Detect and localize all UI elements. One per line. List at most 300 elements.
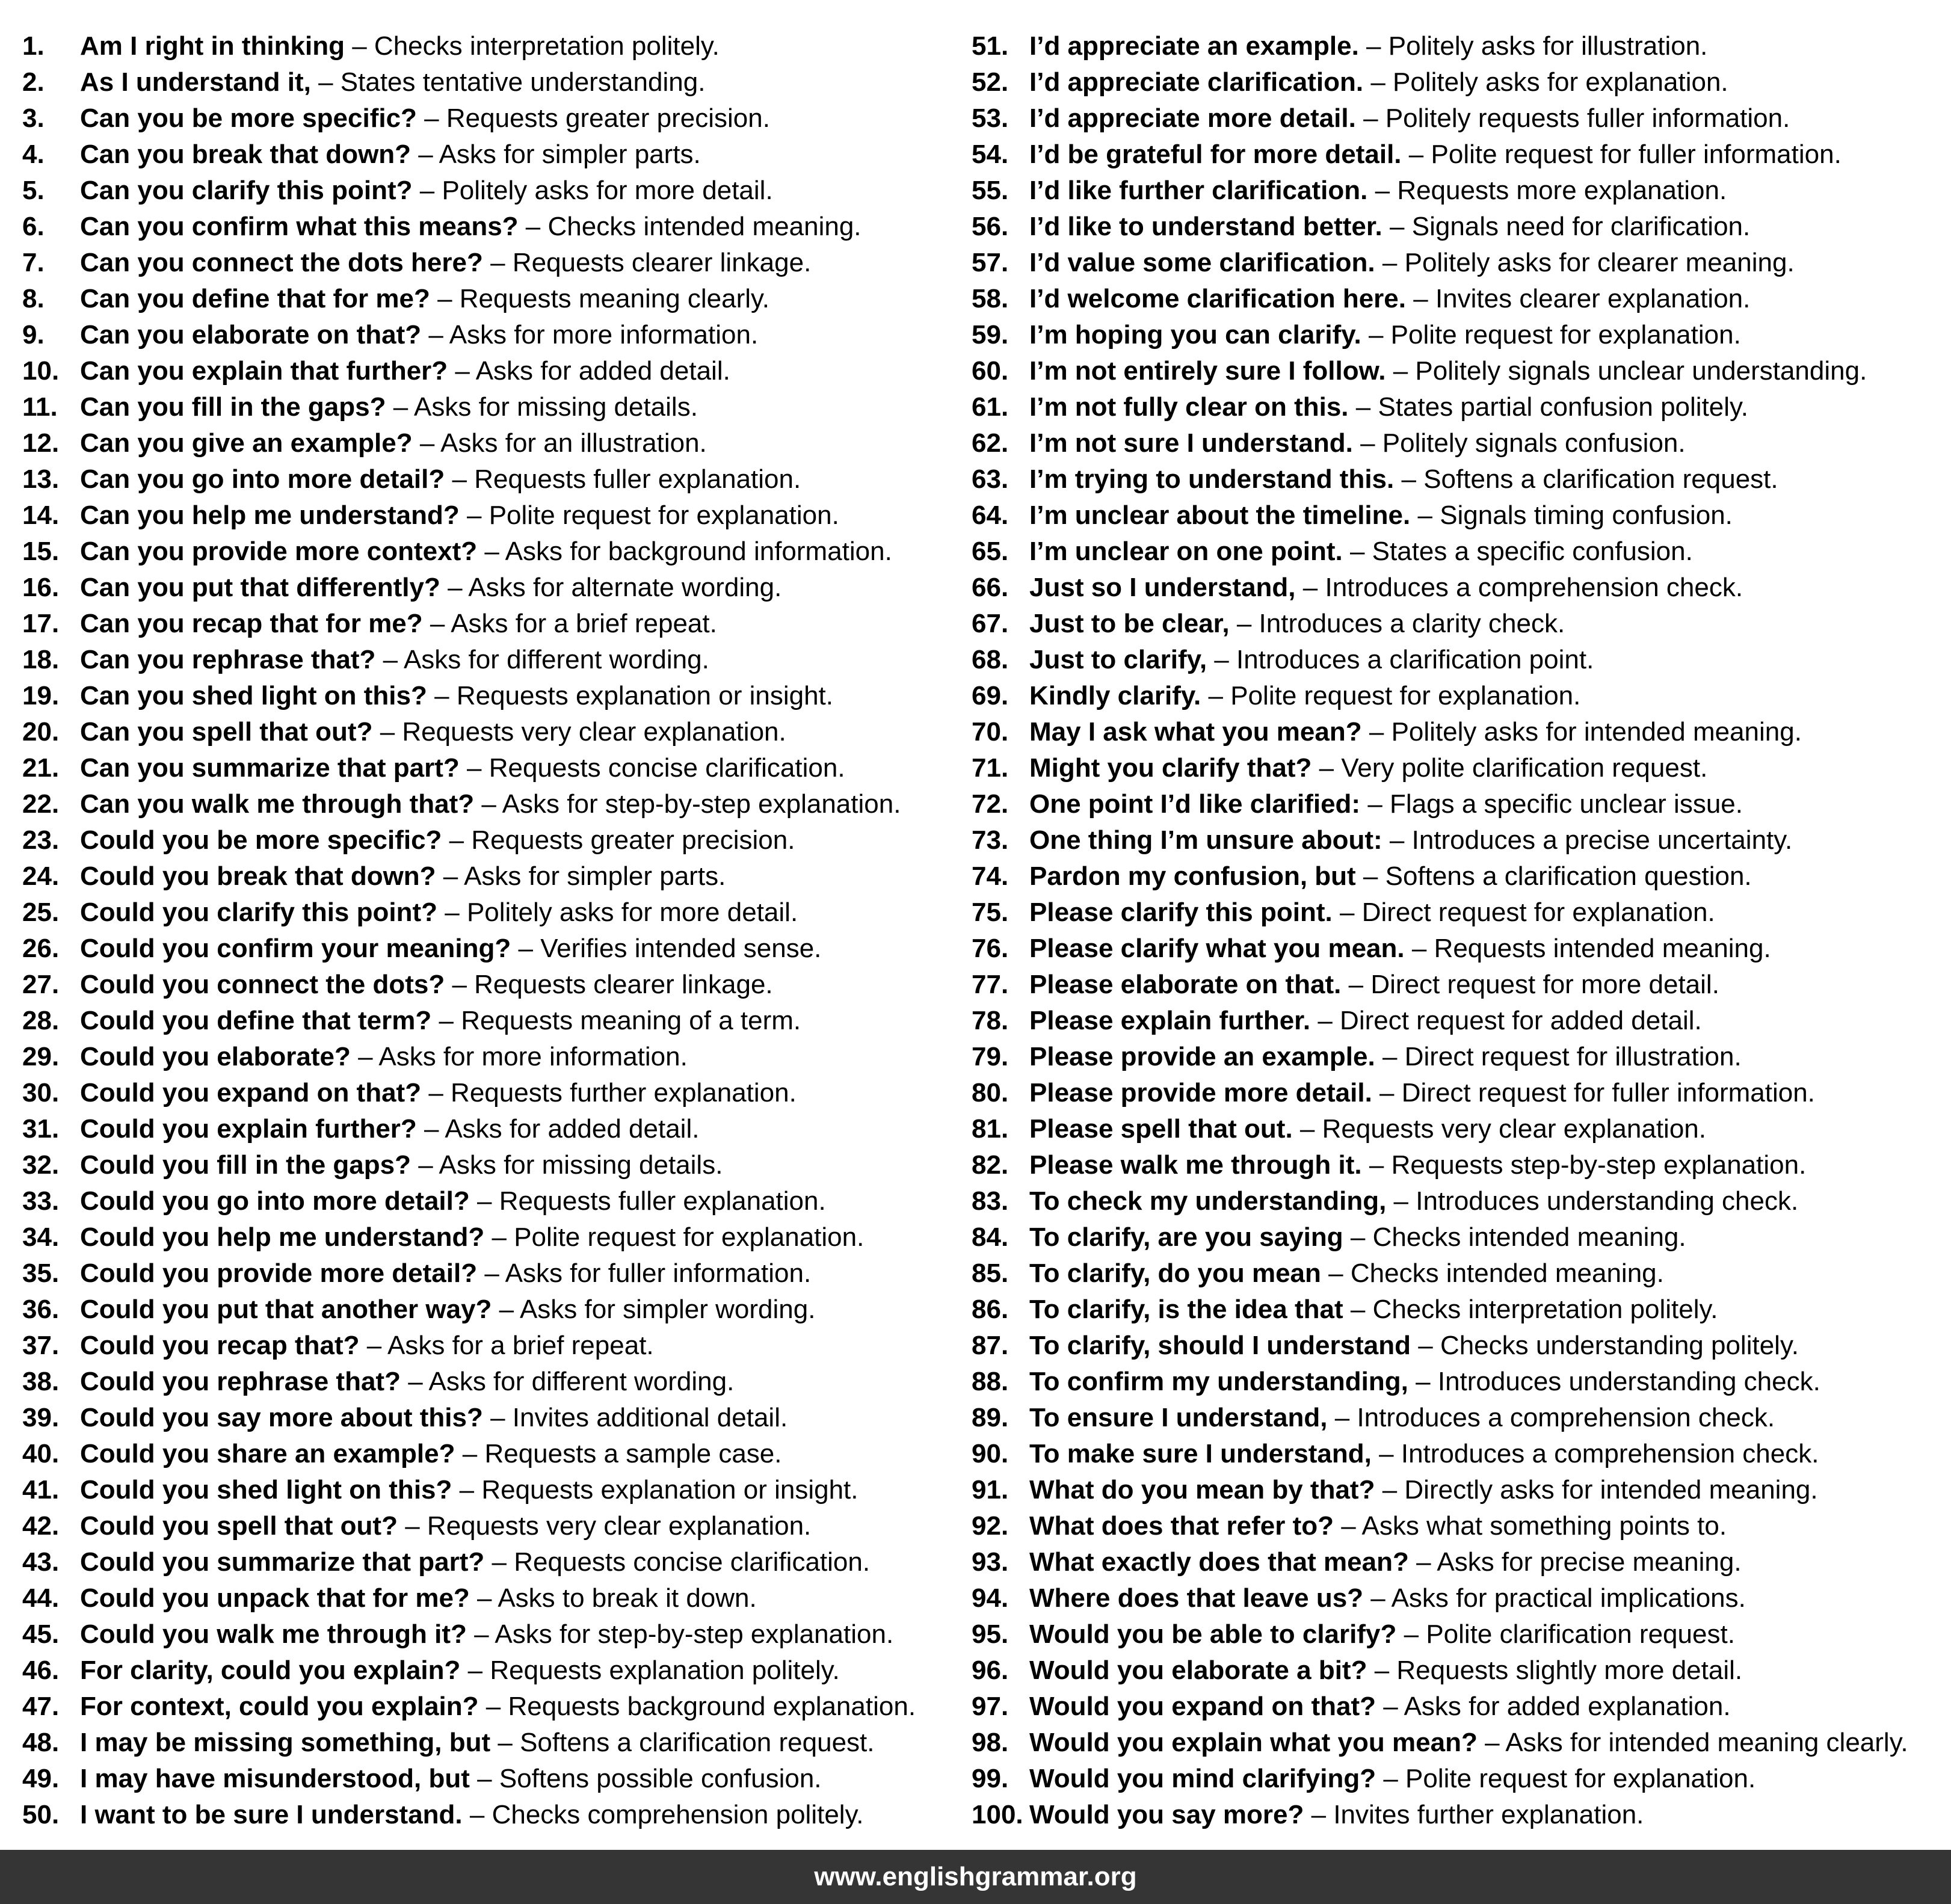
item-entry [1029, 1147, 1806, 1183]
item-description: Requests intended meaning. [1434, 934, 1771, 963]
item-description: Asks for missing details. [439, 1150, 723, 1180]
item-entry [80, 967, 773, 1003]
item-separator: – [498, 1728, 513, 1757]
item-entry [80, 1219, 864, 1255]
item-description: Politely asks for more detail. [466, 898, 798, 927]
item-description: Requests very clear explanation. [402, 717, 786, 747]
item-entry [1029, 425, 1686, 461]
item-phrase: Could you rephrase that? [80, 1367, 401, 1396]
item-separator: – [1341, 1511, 1356, 1541]
item-number: 17. [22, 609, 60, 638]
item-phrase: Could you shed light on this? [80, 1475, 452, 1505]
item-phrase: Can you provide more context? [80, 537, 478, 566]
item-separator: – [445, 898, 460, 927]
item-phrase: To clarify, is the idea that [1029, 1295, 1343, 1324]
item-number: 63. [972, 464, 1009, 494]
item-phrase: Can you spell that out? [80, 717, 373, 747]
item-description: States tentative understanding. [340, 67, 706, 97]
item-number: 31. [22, 1114, 60, 1144]
item-separator: – [408, 1367, 423, 1396]
item-separator: – [1302, 573, 1318, 602]
item-entry [1029, 100, 1790, 137]
item-number: 45. [22, 1619, 60, 1649]
item-entry [80, 1616, 893, 1653]
item-phrase: Would you be able to clarify? [1029, 1619, 1397, 1649]
item-phrase: I’d be grateful for more detail. [1029, 140, 1402, 169]
item-separator: – [1366, 31, 1381, 61]
item-number: 43. [22, 1547, 60, 1577]
item-number: 41. [22, 1475, 60, 1505]
item-phrase: Could you fill in the gaps? [80, 1150, 411, 1180]
item-number: 44. [22, 1583, 60, 1613]
item-description: Direct request for added detail. [1340, 1006, 1702, 1035]
item-number: 6. [22, 212, 45, 241]
item-separator: – [1408, 140, 1424, 169]
item-number: 71. [972, 753, 1009, 783]
item-description: Requests clearer linkage. [474, 970, 773, 999]
item-entry [1029, 570, 1743, 606]
item-description: Asks for a brief repeat. [451, 609, 717, 638]
item-description: Very polite clarification request. [1341, 753, 1708, 783]
item-number: 2. [22, 67, 45, 97]
item-phrase: For context, could you explain? [80, 1692, 479, 1721]
item-description: Introduces understanding check. [1416, 1186, 1799, 1216]
item-description: Requests further explanation. [451, 1078, 797, 1108]
item-separator: – [492, 1547, 507, 1577]
item-separator: – [1393, 356, 1408, 386]
item-entry [1029, 173, 1727, 209]
item-number: 24. [22, 861, 60, 891]
item-entry [1029, 1797, 1644, 1833]
item-separator: – [1348, 970, 1364, 999]
item-number: 69. [972, 681, 1009, 710]
item-entry [1029, 1219, 1686, 1255]
item-phrase: Where does that leave us? [1029, 1583, 1364, 1613]
item-number: 90. [972, 1439, 1009, 1468]
item-phrase: I want to be sure I understand. [80, 1800, 463, 1829]
item-number: 86. [972, 1295, 1009, 1324]
item-number: 97. [972, 1692, 1009, 1721]
item-separator: – [1370, 67, 1385, 97]
item-phrase: Can you rephrase that? [80, 645, 376, 674]
item-phrase: Can you help me understand? [80, 501, 460, 530]
item-separator: – [383, 645, 398, 674]
item-phrase: I’m not sure I understand. [1029, 428, 1353, 458]
item-phrase: Would you expand on that? [1029, 1692, 1376, 1721]
item-phrase: One thing I’m unsure about: [1029, 825, 1382, 855]
item-description: Direct request for explanation. [1361, 898, 1715, 927]
item-description: Requests explanation or insight. [456, 681, 834, 710]
item-separator: – [1418, 1331, 1433, 1360]
item-phrase: I’m not fully clear on this. [1029, 392, 1349, 422]
item-number: 18. [22, 645, 60, 674]
item-phrase: Could you help me understand? [80, 1222, 485, 1252]
item-phrase: Could you spell that out? [80, 1511, 398, 1541]
item-description: Signals need for clarification. [1411, 212, 1751, 241]
item-number: 84. [972, 1222, 1009, 1252]
item-separator: – [449, 825, 464, 855]
item-phrase: I’m unclear about the timeline. [1029, 501, 1411, 530]
item-separator: – [1360, 428, 1375, 458]
item-description: Asks for fuller information. [505, 1259, 812, 1288]
item-separator: – [525, 212, 541, 241]
item-entry [1029, 967, 1719, 1003]
item-phrase: Could you put that another way? [80, 1295, 492, 1324]
item-separator: – [477, 1764, 492, 1793]
item-description: Asks for precise meaning. [1437, 1547, 1742, 1577]
item-number: 19. [22, 681, 60, 710]
item-phrase: What does that refer to? [1029, 1511, 1334, 1541]
item-number: 74. [972, 861, 1009, 891]
item-phrase: Could you explain further? [80, 1114, 417, 1144]
item-separator: – [1382, 1042, 1398, 1071]
item-number: 7. [22, 248, 45, 277]
item-phrase: May I ask what you mean? [1029, 717, 1362, 747]
item-phrase: I’m unclear on one point. [1029, 537, 1343, 566]
item-entry [80, 137, 701, 173]
item-separator: – [1374, 1656, 1390, 1685]
item-phrase: Could you expand on that? [80, 1078, 422, 1108]
item-number: 39. [22, 1403, 60, 1432]
item-number: 26. [22, 934, 60, 963]
item-description: Asks for added explanation. [1404, 1692, 1731, 1721]
item-number: 22. [22, 789, 60, 819]
item-separator: – [455, 356, 470, 386]
item-phrase: Please provide an example. [1029, 1042, 1375, 1071]
item-description: Politely signals unclear understanding. [1415, 356, 1867, 386]
item-phrase: Would you say more? [1029, 1800, 1304, 1829]
item-description: Directly asks for intended meaning. [1404, 1475, 1818, 1505]
item-number: 54. [972, 140, 1009, 169]
item-entry [80, 100, 770, 137]
item-entry [80, 786, 901, 822]
item-phrase: Could you be more specific? [80, 825, 442, 855]
item-description: Asks for added detail. [475, 356, 730, 386]
item-description: Requests a sample case. [484, 1439, 782, 1468]
item-separator: – [477, 1186, 492, 1216]
item-entry [80, 570, 781, 606]
item-phrase: Might you clarify that? [1029, 753, 1312, 783]
item-entry [80, 317, 758, 353]
item-entry [1029, 1616, 1735, 1653]
item-number: 87. [972, 1331, 1009, 1360]
item-description: Introduces a comprehension check. [1357, 1403, 1775, 1432]
item-description: Politely asks for clearer meaning. [1404, 248, 1795, 277]
item-separator: – [1328, 1259, 1343, 1288]
item-phrase: I’d like to understand better. [1029, 212, 1382, 241]
item-number: 88. [972, 1367, 1009, 1396]
item-description: Checks interpretation politely. [1372, 1295, 1718, 1324]
item-separator: – [448, 573, 463, 602]
item-separator: – [1383, 1692, 1398, 1721]
item-number: 98. [972, 1728, 1009, 1757]
item-number: 65. [972, 537, 1009, 566]
item-phrase: I’d welcome clarification here. [1029, 284, 1406, 313]
item-number: 70. [972, 717, 1009, 747]
item-entry [80, 1400, 787, 1436]
item-separator: – [1382, 1475, 1398, 1505]
item-number: 68. [972, 645, 1009, 674]
item-number: 67. [972, 609, 1009, 638]
item-entry [1029, 1328, 1799, 1364]
item-description: Politely asks for explanation. [1393, 67, 1728, 97]
item-phrase: Would you mind clarifying? [1029, 1764, 1376, 1793]
item-phrase: Would you elaborate a bit? [1029, 1656, 1367, 1685]
item-separator: – [430, 609, 445, 638]
item-number: 80. [972, 1078, 1009, 1108]
item-number: 49. [22, 1764, 60, 1793]
item-description: Softens possible confusion. [499, 1764, 822, 1793]
item-phrase: Can you clarify this point? [80, 176, 413, 205]
item-entry [1029, 137, 1842, 173]
item-description: Direct request for illustration. [1404, 1042, 1742, 1071]
item-entry [80, 931, 821, 967]
item-description: Polite request for explanation. [1405, 1764, 1756, 1793]
item-phrase: Can you go into more detail? [80, 464, 445, 494]
item-description: Requests greater precision. [471, 825, 795, 855]
item-separator: – [499, 1295, 514, 1324]
item-separator: – [484, 537, 499, 566]
item-separator: – [518, 934, 533, 963]
item-number: 73. [972, 825, 1009, 855]
item-number: 48. [22, 1728, 60, 1757]
item-number: 94. [972, 1583, 1009, 1613]
item-number: 34. [22, 1222, 60, 1252]
item-description: Softens a clarification request. [1423, 464, 1778, 494]
item-phrase: Please walk me through it. [1029, 1150, 1362, 1180]
item-separator: – [419, 176, 435, 205]
item-description: Verifies intended sense. [540, 934, 822, 963]
item-phrase: For clarity, could you explain? [80, 1656, 461, 1685]
item-number: 78. [972, 1006, 1009, 1035]
item-separator: – [358, 1042, 373, 1071]
item-phrase: One point I’d like clarified: [1029, 789, 1361, 819]
item-phrase: Could you elaborate? [80, 1042, 351, 1071]
item-phrase: Can you shed light on this? [80, 681, 427, 710]
item-entry [80, 1183, 826, 1219]
item-separator: – [1417, 501, 1432, 530]
item-description: Checks understanding politely. [1440, 1331, 1799, 1360]
item-separator: – [484, 1259, 499, 1288]
item-entry [1029, 1183, 1798, 1219]
item-number: 35. [22, 1259, 60, 1288]
item-number: 52. [972, 67, 1009, 97]
item-phrase: Can you be more specific? [80, 103, 417, 133]
item-entry [80, 461, 801, 498]
item-separator: – [439, 1006, 454, 1035]
item-entry [1029, 353, 1867, 389]
item-separator: – [1401, 464, 1416, 494]
item-separator: – [462, 1439, 478, 1468]
item-separator: – [490, 1403, 505, 1432]
item-phrase: I’d like further clarification. [1029, 176, 1368, 205]
item-entry [80, 858, 726, 895]
item-separator: – [1383, 1764, 1398, 1793]
item-phrase: Can you define that for me? [80, 284, 430, 313]
item-entry [80, 1544, 870, 1580]
item-description: Asks for simpler wording. [519, 1295, 816, 1324]
item-entry [80, 1075, 797, 1111]
item-description: Requests fuller explanation. [499, 1186, 826, 1216]
item-entry [1029, 750, 1707, 786]
item-number: 1. [22, 31, 45, 61]
item-number: 72. [972, 789, 1009, 819]
item-number: 10. [22, 356, 60, 386]
item-description: Asks for more information. [378, 1042, 688, 1071]
item-number: 14. [22, 501, 60, 530]
item-number: 96. [972, 1656, 1009, 1685]
item-phrase: I’d appreciate clarification. [1029, 67, 1364, 97]
item-description: Signals timing confusion. [1440, 501, 1733, 530]
item-description: Requests very clear explanation. [427, 1511, 812, 1541]
item-entry [80, 1003, 801, 1039]
item-entry [80, 1725, 875, 1761]
item-number: 30. [22, 1078, 60, 1108]
item-description: Asks for more information. [449, 320, 759, 350]
item-separator: – [1311, 1800, 1327, 1829]
item-separator: – [1349, 537, 1365, 566]
item-number: 15. [22, 537, 60, 566]
item-number: 82. [972, 1150, 1009, 1180]
item-number: 92. [972, 1511, 1009, 1541]
item-phrase: Could you say more about this? [80, 1403, 483, 1432]
item-separator: – [1214, 645, 1229, 674]
item-number: 75. [972, 898, 1009, 927]
item-separator: – [467, 753, 482, 783]
item-number: 50. [22, 1800, 60, 1829]
item-separator: – [1363, 103, 1378, 133]
item-separator: – [437, 284, 452, 313]
item-phrase: To clarify, do you mean [1029, 1259, 1321, 1288]
item-description: Checks comprehension politely. [492, 1800, 864, 1829]
item-entry [1029, 895, 1715, 931]
item-number: 47. [22, 1692, 60, 1721]
item-phrase: To clarify, are you saying [1029, 1222, 1343, 1252]
item-separator: – [1390, 212, 1405, 241]
item-phrase: Would you explain what you mean? [1029, 1728, 1478, 1757]
item-number: 76. [972, 934, 1009, 963]
item-entry [80, 1111, 699, 1147]
item-entry [80, 606, 717, 642]
item-entry [1029, 1003, 1702, 1039]
item-separator: – [459, 1475, 475, 1505]
item-entry [1029, 317, 1741, 353]
item-separator: – [1413, 284, 1428, 313]
item-description: Introduces a clarity check. [1259, 609, 1565, 638]
item-description: Introduces understanding check. [1437, 1367, 1820, 1396]
item-separator: – [452, 970, 467, 999]
item-separator: – [1485, 1728, 1500, 1757]
item-entry [1029, 1039, 1742, 1075]
item-phrase: I may be missing something, but [80, 1728, 491, 1757]
item-separator: – [1369, 1150, 1384, 1180]
item-separator: – [418, 1150, 433, 1180]
item-phrase: To make sure I understand, [1029, 1439, 1372, 1468]
item-description: Requests step-by-step explanation. [1391, 1150, 1807, 1180]
item-separator: – [424, 1114, 439, 1144]
item-description: Requests background explanation. [508, 1692, 916, 1721]
item-entry [80, 1147, 723, 1183]
item-entry [80, 245, 811, 281]
item-number: 25. [22, 898, 60, 927]
item-number: 38. [22, 1367, 60, 1396]
item-entry [1029, 1761, 1755, 1797]
item-phrase: Can you connect the dots here? [80, 248, 483, 277]
item-entry [80, 389, 698, 425]
item-separator: – [1369, 717, 1384, 747]
item-separator: – [1416, 1367, 1431, 1396]
item-entry [1029, 642, 1594, 678]
item-phrase: Can you walk me through that? [80, 789, 475, 819]
item-separator: – [1367, 789, 1382, 819]
item-phrase: Can you summarize that part? [80, 753, 460, 783]
item-separator: – [1299, 1114, 1315, 1144]
item-entry [80, 1255, 811, 1292]
item-phrase: Could you unpack that for me? [80, 1583, 470, 1613]
item-description: Invites additional detail. [512, 1403, 788, 1432]
item-phrase: Just to be clear, [1029, 609, 1230, 638]
item-number: 99. [972, 1764, 1009, 1793]
item-description: Invites clearer explanation. [1435, 284, 1751, 313]
item-entry [1029, 786, 1743, 822]
item-entry [1029, 281, 1750, 317]
item-separator: – [428, 1078, 443, 1108]
item-description: Asks for an illustration. [440, 428, 707, 458]
item-separator: – [1370, 1583, 1385, 1613]
item-phrase: I may have misunderstood, but [80, 1764, 470, 1793]
item-number: 55. [972, 176, 1009, 205]
item-entry [1029, 822, 1792, 858]
item-separator: – [467, 1656, 483, 1685]
item-entry [1029, 389, 1748, 425]
item-phrase: Could you go into more detail? [80, 1186, 470, 1216]
item-description: Introduces a comprehension check. [1401, 1439, 1819, 1468]
item-description: Polite request for explanation. [1230, 681, 1581, 710]
item-separator: – [366, 1331, 382, 1360]
item-separator: – [1379, 1078, 1395, 1108]
item-description: Softens a clarification question. [1385, 861, 1752, 891]
item-number: 28. [22, 1006, 60, 1035]
item-entry [1029, 498, 1733, 534]
item-description: Flags a specific unclear issue. [1390, 789, 1743, 819]
item-phrase: Could you break that down? [80, 861, 436, 891]
item-separator: – [418, 140, 433, 169]
item-separator: – [492, 1222, 507, 1252]
item-entry [80, 1039, 688, 1075]
item-separator: – [1236, 609, 1252, 638]
website-url[interactable]: www.englishgrammar.org [814, 1862, 1137, 1891]
item-entry [80, 1761, 822, 1797]
item-description: Asks for practical implications. [1391, 1583, 1746, 1613]
item-separator: – [393, 392, 408, 422]
item-description: States partial confusion politely. [1378, 392, 1748, 422]
item-separator: – [477, 1583, 492, 1613]
item-description: Requests slightly more detail. [1396, 1656, 1743, 1685]
item-number: 81. [972, 1114, 1009, 1144]
item-phrase: I’d appreciate an example. [1029, 31, 1359, 61]
item-description: Polite request for fuller information. [1431, 140, 1842, 169]
item-separator: – [1382, 248, 1398, 277]
item-entry [80, 750, 845, 786]
item-description: Polite request for explanation. [489, 501, 839, 530]
item-entry [1029, 461, 1778, 498]
item-separator: – [318, 67, 333, 97]
item-phrase: Can you confirm what this means? [80, 212, 519, 241]
item-number: 33. [22, 1186, 60, 1216]
item-separator: – [1404, 1619, 1419, 1649]
item-description: Checks intended meaning. [1350, 1259, 1664, 1288]
item-phrase: Can you fill in the gaps? [80, 392, 386, 422]
